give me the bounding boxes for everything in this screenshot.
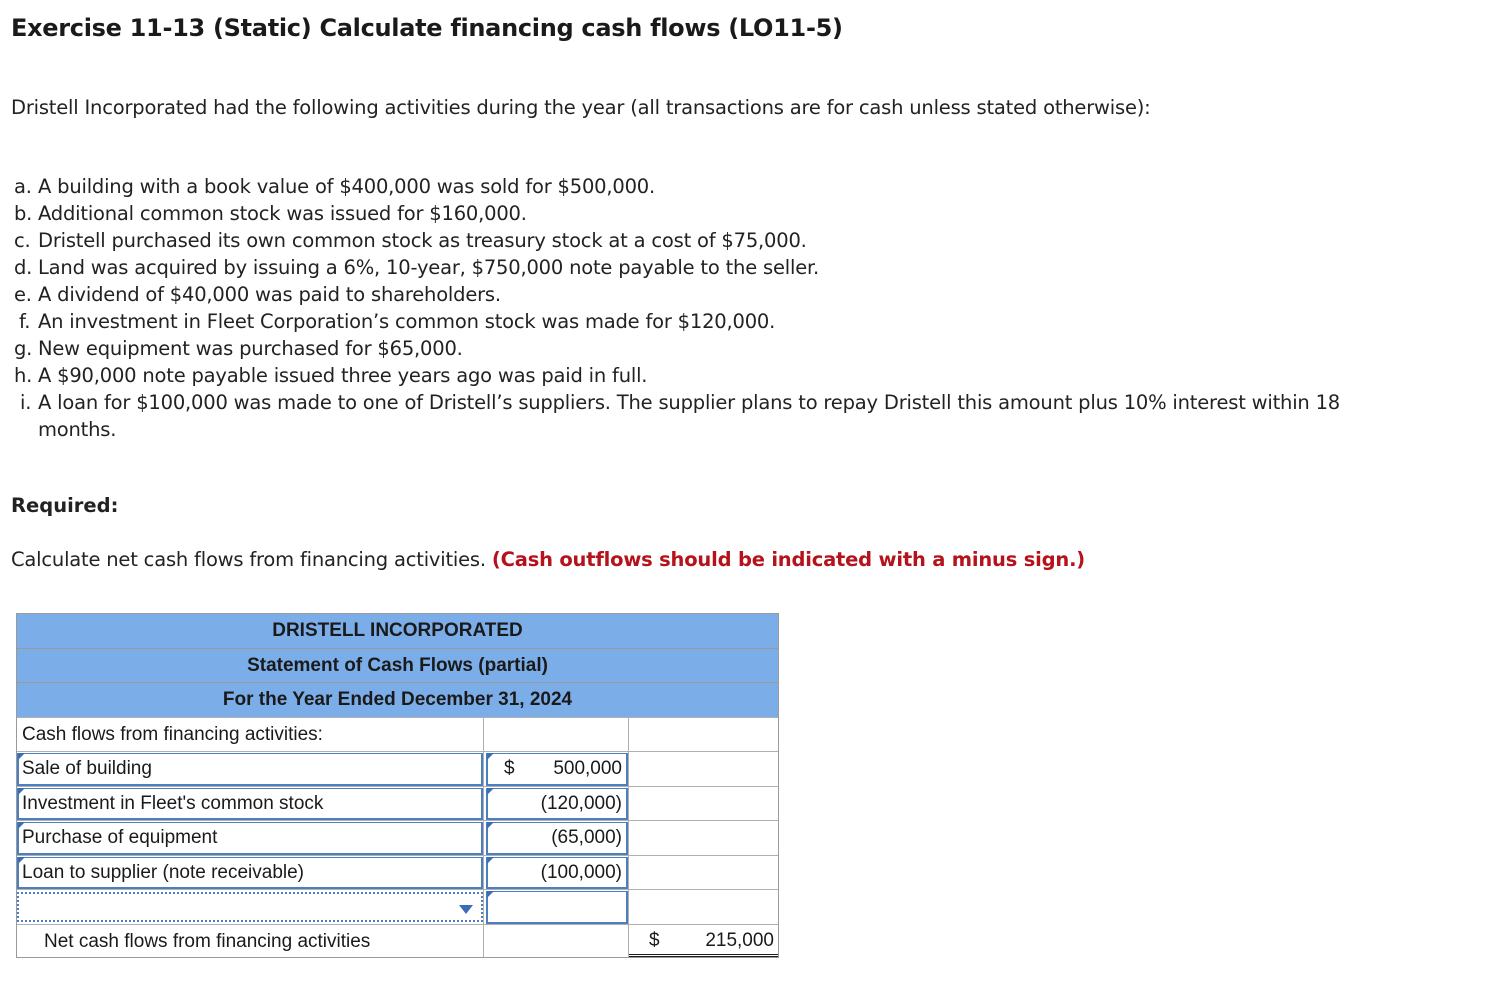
list-item: [14, 200, 1464, 227]
empty-cell: [629, 718, 778, 752]
amount-value: (65,000): [551, 827, 622, 848]
item-label: i.: [20, 391, 32, 414]
item-label: g.: [14, 337, 33, 360]
empty-cell: [629, 856, 778, 890]
total-cell: [629, 925, 778, 958]
row-label-value: Purchase of equipment: [22, 827, 218, 848]
empty-cell: [484, 718, 629, 752]
amount-value: 500,000: [553, 758, 622, 779]
item-label: e.: [14, 283, 32, 306]
label-cell: [17, 752, 484, 786]
row-label-input[interactable]: [17, 788, 483, 821]
item-label: c.: [14, 229, 31, 252]
label-cell: [17, 821, 484, 855]
row-label-dropdown[interactable]: [17, 892, 483, 922]
item-label: a.: [14, 175, 32, 198]
list-item: [14, 362, 1464, 389]
statement-name: Statement of Cash Flows (partial): [17, 648, 778, 683]
cell-flag-icon: [18, 753, 25, 760]
instruction-text: Calculate net cash flows from financing activities.: [11, 548, 486, 571]
list-item: [14, 227, 1464, 254]
cell-flag-icon: [487, 788, 494, 795]
amount-input[interactable]: [486, 857, 628, 890]
amount-input[interactable]: [486, 822, 628, 855]
instruction: [11, 548, 1085, 571]
item-text: A $90,000 note payable issued three years ago was paid in full.: [38, 364, 648, 387]
row-label-input[interactable]: [17, 753, 483, 786]
item-text: A building with a book value of $400,000 was sold for $500,000.: [38, 175, 655, 198]
item-label: b.: [14, 202, 33, 225]
cell-flag-icon: [487, 822, 494, 829]
chevron-down-icon[interactable]: [459, 905, 473, 914]
empty-cell: [629, 821, 778, 855]
net-label: Net cash flows from financing activities: [17, 925, 484, 958]
item-label: d.: [14, 256, 33, 279]
intro-text: Dristell Incorporated had the following activities during the year (all transactions are for cash unless stated otherwise):: [11, 96, 1151, 119]
amount-cell: [484, 856, 629, 890]
amount-cell: [484, 787, 629, 821]
cell-flag-icon: [487, 891, 494, 898]
item-text: A dividend of $40,000 was paid to shareholders.: [38, 283, 501, 306]
item-text: Dristell purchased its own common stock as treasury stock at a cost of $75,000.: [38, 229, 807, 252]
instruction-note: (Cash outflows should be indicated with a minus sign.): [491, 548, 1085, 571]
item-label: f.: [19, 310, 31, 333]
item-label: h.: [14, 364, 33, 387]
list-item: [14, 173, 1464, 200]
amount-cell: [484, 890, 629, 924]
label-cell: [17, 787, 484, 821]
empty-cell: [484, 925, 629, 958]
amount-cell: [484, 821, 629, 855]
empty-cell: [629, 787, 778, 821]
amount-input[interactable]: [486, 753, 628, 786]
table-row: [17, 820, 778, 855]
amount-input[interactable]: [486, 891, 628, 924]
table-row: [17, 924, 778, 959]
currency-symbol: $: [649, 929, 660, 951]
exercise-title: Exercise 11-13 (Static) Calculate financing cash flows (LO11-5): [11, 14, 843, 42]
amount-value: (120,000): [540, 792, 622, 814]
cell-flag-icon: [487, 857, 494, 864]
cell-flag-icon: [18, 822, 25, 829]
amount-input[interactable]: [486, 788, 628, 821]
table-row: [17, 855, 778, 890]
row-label-input[interactable]: [17, 822, 483, 855]
table-row: [17, 717, 778, 752]
net-amount: 215,000: [705, 929, 774, 951]
list-item: [14, 254, 1464, 281]
cash-flow-statement: [16, 613, 779, 958]
list-item: [14, 389, 1464, 443]
cell-flag-icon: [18, 857, 25, 864]
required-heading: Required:: [11, 494, 119, 517]
statement-company: DRISTELL INCORPORATED: [17, 613, 778, 648]
cell-flag-icon: [487, 753, 494, 760]
currency-symbol: $: [504, 758, 515, 779]
item-text: An investment in Fleet Corporation’s common stock was made for $120,000.: [38, 310, 776, 333]
label-cell: [17, 856, 484, 890]
label-cell: [17, 890, 484, 924]
item-text: Land was acquired by issuing a 6%, 10-year, $750,000 note payable to the seller.: [38, 256, 820, 279]
table-row: [17, 786, 778, 821]
section-label: Cash flows from financing activities:: [17, 718, 484, 752]
row-label-value: Investment in Fleet's common stock: [22, 792, 324, 814]
net-total: [629, 925, 778, 958]
table-row: [17, 751, 778, 786]
row-label-value: Loan to supplier (note receivable): [22, 861, 305, 883]
amount-value: (100,000): [540, 861, 622, 883]
empty-cell: [629, 890, 778, 924]
activity-list: [14, 173, 1464, 443]
item-text: A loan for $100,000 was made to one of Dristell’s suppliers. The supplier plans to repay Dristell this amount plus 10% interest within 18 months.: [38, 391, 1340, 441]
list-item: [14, 281, 1464, 308]
empty-cell: [629, 752, 778, 786]
table-row: [17, 889, 778, 924]
list-item: [14, 335, 1464, 362]
row-label-value: Sale of building: [22, 758, 152, 779]
list-item: [14, 308, 1464, 335]
item-text: New equipment was purchased for $65,000.: [38, 337, 463, 360]
row-label-input[interactable]: [17, 857, 483, 890]
statement-period: For the Year Ended December 31, 2024: [17, 682, 778, 717]
amount-cell: [484, 752, 629, 786]
item-text: Additional common stock was issued for $160,000.: [38, 202, 527, 225]
cell-flag-icon: [18, 788, 25, 795]
